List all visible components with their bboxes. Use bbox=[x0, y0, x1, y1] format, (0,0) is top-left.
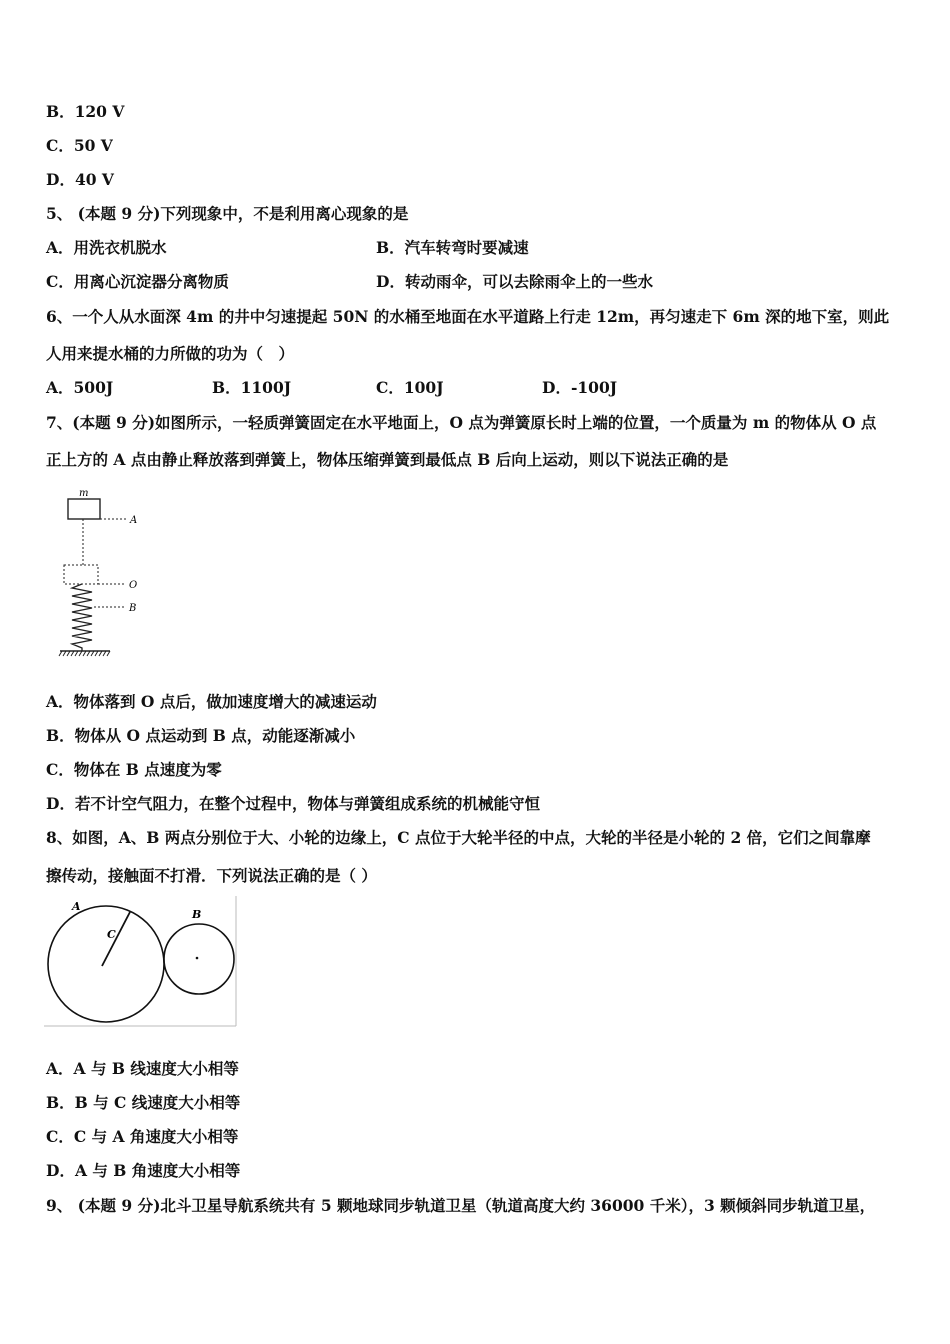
q8-option-a: A．A 与 B 线速度大小相等 bbox=[46, 1059, 239, 1078]
block-at-a bbox=[68, 499, 100, 519]
q7-stem-line1: 7、(本题 9 分)如图所示，一轻质弹簧固定在水平地面上，O 点为弹簧原长时上端的位置，一个质量为 m 的物体从 O 点 bbox=[46, 413, 877, 432]
q9-stem-line1: 9、 (本题 9 分)北斗卫星导航系统共有 5 颗地球同步轨道卫星（轨道高度大约 36000 千米），3 颗倾斜同步轨道卫星， bbox=[46, 1196, 876, 1215]
block-at-o bbox=[64, 565, 98, 584]
q7-option-b: B．物体从 O 点运动到 B 点，动能逐渐减小 bbox=[46, 726, 356, 745]
q6-option-d: D．-100J bbox=[542, 378, 618, 397]
label-o: O bbox=[129, 580, 138, 591]
q4-option-d: D．40 V bbox=[46, 170, 114, 189]
q6-stem-line2: 人用来提水桶的力所做的功为（ ） bbox=[46, 344, 295, 363]
q8-stem-line1: 8、如图，A、B 两点分别位于大、小轮的边缘上，C 点位于大轮半径的中点，大轮的半径是小轮的 2 倍，它们之间靠摩 bbox=[46, 828, 871, 847]
q7-option-c: C．物体在 B 点速度为零 bbox=[46, 760, 222, 779]
small-wheel-center bbox=[196, 957, 199, 960]
q5-option-b: B．汽车转弯时要减速 bbox=[376, 238, 529, 257]
label-c: C bbox=[107, 928, 116, 941]
q4-option-b: B．120 V bbox=[46, 102, 125, 121]
q5-stem: 5、 (本题 9 分)下列现象中，不是利用离心现象的是 bbox=[46, 204, 409, 223]
q8-option-d: D．A 与 B 角速度大小相等 bbox=[46, 1161, 241, 1180]
q5-option-a: A．用洗衣机脱水 bbox=[46, 238, 167, 257]
q8-option-c: C．C 与 A 角速度大小相等 bbox=[46, 1127, 239, 1146]
label-a: A bbox=[72, 900, 81, 913]
q6-stem-line1: 6、一个人从水面深 4m 的井中匀速提起 50N 的水桶至地面在水平道路上行走 12m，再匀速走下 6m 深的地下室，则此 bbox=[46, 307, 890, 326]
q8-stem-line2: 擦传动，接触面不打滑．下列说法正确的是（ ） bbox=[46, 866, 377, 885]
q5-option-d: D．转动雨伞，可以去除雨伞上的一些水 bbox=[376, 272, 653, 291]
label-b: B bbox=[129, 603, 137, 614]
q6-option-a: A．500J bbox=[46, 378, 114, 397]
q7-stem-line2: 正上方的 A 点由静止释放落到弹簧上，物体压缩弹簧到最低点 B 后向上运动，则以下说法正确的是 bbox=[46, 450, 729, 469]
q6-option-c: C．100J bbox=[376, 378, 444, 397]
q5-option-c: C．用离心沉淀器分离物质 bbox=[46, 272, 229, 291]
q7-option-a: A．物体落到 O 点后，做加速度增大的减速运动 bbox=[46, 692, 377, 711]
q4-option-c: C．50 V bbox=[46, 136, 113, 155]
q6-option-b: B．1100J bbox=[212, 378, 292, 397]
spring bbox=[72, 584, 92, 651]
label-a: A bbox=[130, 515, 138, 526]
large-wheel bbox=[48, 906, 164, 1022]
small-wheel bbox=[164, 924, 234, 994]
spring-diagram bbox=[56, 484, 156, 660]
wheels-diagram bbox=[44, 896, 238, 1028]
q7-option-d: D．若不计空气阻力，在整个过程中，物体与弹簧组成系统的机械能守恒 bbox=[46, 794, 540, 813]
label-m: m bbox=[79, 488, 89, 499]
q8-option-b: B．B 与 C 线速度大小相等 bbox=[46, 1093, 241, 1112]
label-b: B bbox=[192, 908, 202, 921]
